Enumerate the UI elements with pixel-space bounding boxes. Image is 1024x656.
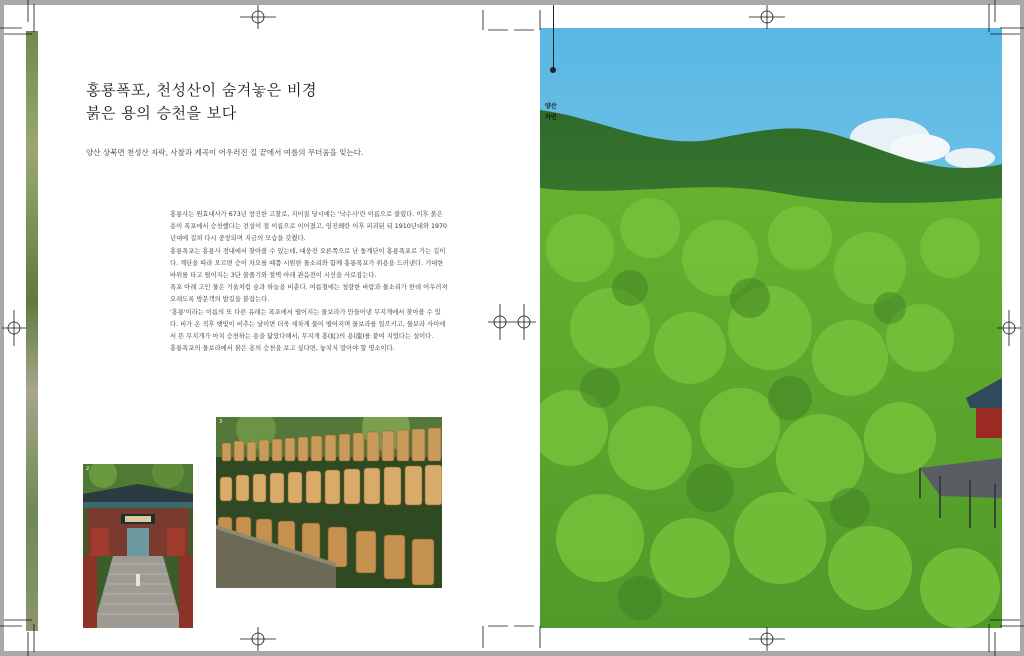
temple-photo-number: 2: [86, 466, 90, 472]
bleed-image-strip: [26, 31, 38, 631]
temple-photo: [83, 464, 193, 628]
body-paragraph-5: 홍룡폭포의 물보라에서 붉은 용의 승천을 보고 싶다면, 놓치지 말아야 할 명소이다.: [170, 345, 395, 353]
forest-photo: [540, 28, 1002, 628]
body-paragraph-1: 홍룡사는 원효대사가 673년 창건한 고찰로, 지어질 당시에는 '낙수사'란 이름으로 불렸다. 이후 붉은 용이 폭포에서 승천했다는 전설이 절 이름으로 이어졌고, 임진왜란 이후 피괴된 뒤 1910년대와 1970년대에 걸쳐 다시 중창되며 지금의 모습을 갖췄다.: [170, 211, 448, 243]
body-paragraph-4: '홍룡'이라는 이름의 또 다른 유래는 폭포에서 떨어지는 물보라가 만들어낸 무지개에서 찾아볼 수 있다. 비가 온 직후 햇빛이 비추는 날이면 더욱 세차게 물이 떨어지며 물보라를 일으키고, 물보라 사이에서 뜬 무지개가 마치 승천하는 용을 닮았다해서, 무지개 홍(虹)의 용(龍)를 붙여 지었다는 설이다.: [170, 308, 446, 341]
location-label-line-2: 자연: [545, 114, 557, 121]
article-title: [86, 79, 317, 125]
title-line-1: 홍룡폭포, 천성산이 숨겨놓은 비경: [86, 81, 317, 99]
label-marker-dot: [550, 67, 556, 73]
body-paragraph-2: 홍룡폭포는 홍룡사 경내에서 찾아볼 수 있는데, 대웅전 오른쪽으로 난 돌계단이 홍룡폭포로 가는 길이다. 계단을 따라 오르면 승이 차오를 때쯤 시원한 물소리와 함께 홍룡폭포가 위용을 드러낸다. 거대한 바위를 타고 떨어지는 3단 물줄기와 절벽 아래 관음전이 시선을 사로잡는다.: [170, 247, 446, 280]
location-label: [545, 101, 557, 123]
body-paragraph-3: 폭포 아래 고인 물은 거울처럼 숲과 하늘을 비춘다. 여름철에는 청량한 바람과 물소리가 한데 어우러져 오래도록 방문객의 발길을 붙잡는다.: [170, 284, 448, 304]
wish-plaques-photo: [216, 417, 442, 588]
right-page: [512, 5, 1020, 651]
location-label-line-1: 양산: [545, 103, 557, 110]
title-line-2: 붉은 용의 승천을 보다: [86, 104, 237, 122]
wish-photo-number: 3: [219, 419, 223, 425]
article-body: [170, 209, 448, 355]
magazine-spread: [4, 5, 1020, 651]
article-subtitle: 양산 상북면 천성산 자락, 사찰과 계곡이 어우러진 길 끝에서 여름의 무더움을 잊는다.: [86, 148, 364, 157]
label-leader-line: [553, 5, 554, 69]
left-page: [4, 5, 512, 651]
